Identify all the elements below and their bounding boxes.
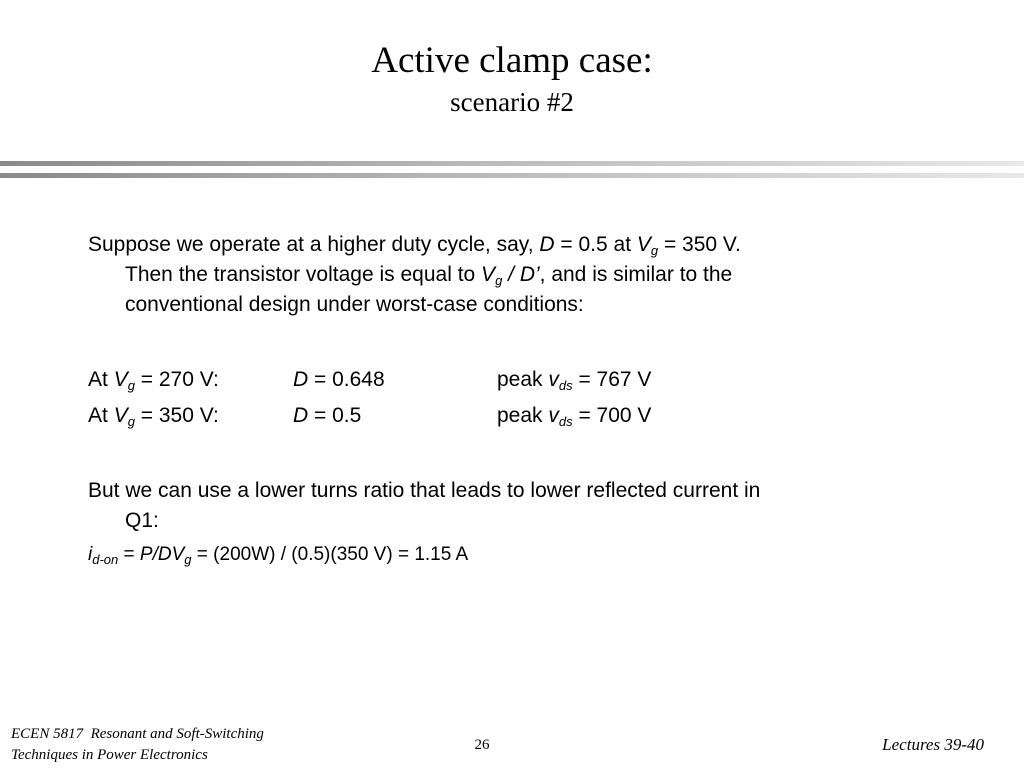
text: At — [88, 404, 114, 427]
vg-value: = 350 V: — [134, 404, 219, 427]
text: , and is similar to the — [539, 263, 733, 286]
vg-cell — [88, 365, 219, 395]
var-i: i — [88, 544, 93, 565]
var-D: D — [539, 233, 555, 256]
footer-course-line1: ECEN 5817 Resonant and Soft-Switching — [11, 726, 264, 742]
para1-line1 — [88, 233, 741, 256]
text: Suppose we operate at a higher duty cycle, say, — [88, 233, 540, 256]
vds-cell — [497, 365, 651, 395]
var-v: v — [548, 368, 559, 391]
text: peak — [497, 404, 549, 427]
sub-g: g — [127, 378, 135, 393]
vds-value: = 767 V — [572, 368, 652, 391]
var-V: V — [636, 233, 651, 256]
current-formula — [88, 541, 468, 569]
text: At — [88, 368, 114, 391]
d-cell — [293, 401, 361, 431]
para2-line2: Q1: — [125, 509, 159, 532]
vg-cell — [88, 401, 219, 431]
footer-course — [11, 724, 264, 766]
var-D: D — [293, 368, 309, 391]
header-divider-top — [0, 161, 1024, 166]
paragraph-turns-ratio — [88, 476, 938, 536]
sub-d-on: d-on — [92, 552, 119, 567]
sub-g: g — [495, 273, 503, 288]
vds-cell — [497, 401, 651, 431]
var-V: V — [113, 368, 128, 391]
sub-g: g — [184, 552, 192, 567]
sub-ds: ds — [558, 414, 573, 429]
var-v: v — [548, 404, 559, 427]
para2-line1: But we can use a lower turns ratio that leads to lower reflected current in — [88, 479, 761, 502]
sub-g: g — [127, 414, 135, 429]
d-cell — [293, 365, 385, 395]
text: Then the transistor voltage is equal to — [125, 263, 482, 286]
vds-value: = 700 V — [572, 404, 652, 427]
para1-line2 — [88, 260, 928, 290]
sub-g: g — [650, 243, 659, 258]
footer-course-line2: Techniques in Power Electronics — [11, 747, 208, 763]
operating-point-row — [88, 365, 788, 395]
slide-subtitle: scenario #2 — [450, 87, 574, 117]
paragraph-duty-cycle — [88, 230, 928, 320]
operating-point-row — [88, 401, 788, 431]
header-divider-bottom — [0, 173, 1024, 178]
footer-lectures: Lectures 39-40 — [882, 735, 984, 754]
text: = 0.5 at — [554, 233, 637, 256]
var-V: V — [113, 404, 128, 427]
sub-ds: ds — [558, 378, 573, 393]
vg-value: = 270 V: — [134, 368, 219, 391]
para1-line3: conventional design under worst-case conditions: — [125, 293, 584, 316]
text: peak — [497, 368, 549, 391]
slide-title: Active clamp case: — [371, 40, 653, 81]
var-V: V — [481, 263, 496, 286]
slash: / — [502, 263, 520, 286]
d-value: = 0.648 — [308, 368, 385, 391]
text: = — [118, 544, 140, 565]
var-D: D — [293, 404, 309, 427]
d-value: = 0.5 — [308, 404, 362, 427]
var-P-DV: P/DV — [139, 544, 185, 565]
formula-result: = (200W) / (0.5)(350 V) = 1.15 A — [191, 544, 469, 565]
var-D-prime: D’ — [519, 263, 540, 286]
page-number: 26 — [474, 737, 490, 753]
text: = 350 V. — [658, 233, 741, 256]
